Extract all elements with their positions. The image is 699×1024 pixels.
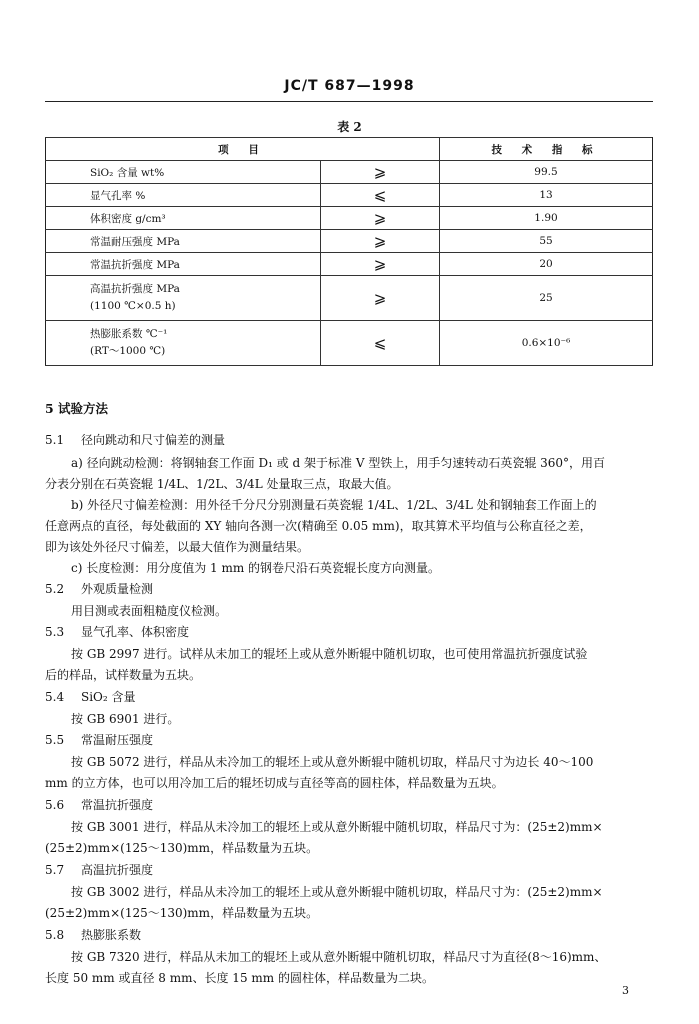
paragraph-line: 按 GB 2997 进行。试样从未加工的辊坯上或从意外断辊中随机切取，也可使用常温抗折强度试验 <box>71 647 588 661</box>
row-item: 体积密度 g/cm³ <box>46 207 321 230</box>
paragraph-line: 按 GB 5072 进行，样品从未冷加工的辊坯上或从意外断辊中随机切取，样品尺寸为边长 40～100 <box>71 755 594 769</box>
paragraph-5-1-c <box>45 558 653 579</box>
row-value: 20 <box>440 253 653 276</box>
paragraph-5-8 <box>45 947 653 989</box>
subsection-number: 5.7 <box>45 863 65 877</box>
paragraph-5-6 <box>45 817 653 859</box>
row-operator: ⩽ <box>321 321 440 366</box>
row-operator: ⩾ <box>321 207 440 230</box>
header-item: 项 目 <box>46 138 440 161</box>
subsection-title: 高温抗折强度 <box>81 863 154 877</box>
row-operator: ⩾ <box>321 253 440 276</box>
page-number: 3 <box>622 984 629 997</box>
paragraph-line: 用目测或表面粗糙度仪检测。 <box>71 604 228 618</box>
subsection-number: 5.1 <box>45 433 65 447</box>
paragraph-5-7 <box>45 882 653 924</box>
subsection-title: 显气孔率、体积密度 <box>81 625 190 639</box>
paragraph-line: b) 外径尺寸偏差检测：用外径千分尺分别测量石英瓷辊 1/4L、1/2L、3/4L 处和钢轴套工作面上的 <box>71 498 597 512</box>
table-row <box>46 321 653 366</box>
subsection-5-2-title <box>45 580 153 597</box>
subsection-number: 5.8 <box>45 928 65 942</box>
paragraph-line: 后的样品，试样数量为五块。 <box>45 668 202 682</box>
subsection-number: 5.5 <box>45 733 65 747</box>
row-operator: ⩾ <box>321 161 440 184</box>
paragraph-line: 即为该处外径尺寸偏差，以最大值作为测量结果。 <box>45 540 310 554</box>
paragraph-line: mm 的立方体，也可以用冷加工后的辊坯切成与直径等高的圆柱体，样品数量为五块。 <box>45 776 504 790</box>
paragraph-line: (25±2)mm×(125～130)mm，样品数量为五块。 <box>45 906 319 920</box>
paragraph-5-3 <box>45 644 653 686</box>
paragraph-5-5 <box>45 752 653 794</box>
row-item <box>46 276 321 321</box>
row-item-line: 高温抗折强度 MPa <box>90 283 180 295</box>
subsection-number: 5.2 <box>45 582 65 596</box>
paragraph-line: c) 长度检测：用分度值为 1 mm 的钢卷尺沿石英瓷辊长度方向测量。 <box>71 561 441 575</box>
header-spec: 技 术 指 标 <box>440 138 653 161</box>
subsection-title: 常温耐压强度 <box>81 733 154 747</box>
subsection-number: 5.4 <box>45 690 65 704</box>
row-value: 13 <box>440 184 653 207</box>
subsection-5-8-title <box>45 926 141 943</box>
subsection-title: 径向跳动和尺寸偏差的测量 <box>81 433 226 447</box>
table-row <box>46 184 653 207</box>
paragraph-5-4 <box>45 709 653 730</box>
paragraph-line: 按 GB 6901 进行。 <box>71 712 180 726</box>
row-operator: ⩽ <box>321 184 440 207</box>
row-item: 常温耐压强度 MPa <box>46 230 321 253</box>
subsection-number: 5.3 <box>45 625 65 639</box>
table-row <box>46 276 653 321</box>
paragraph-line: 按 GB 3002 进行，样品从未冷加工的辊坯上或从意外断辊中随机切取，样品尺寸为：(25±2)mm× <box>71 885 603 899</box>
row-item-condition: (RT～1000 ℃) <box>90 345 166 357</box>
subsection-title: 外观质量检测 <box>81 582 154 596</box>
subsection-number: 5.6 <box>45 798 65 812</box>
row-item-condition: (1100 ℃×0.5 h) <box>90 300 176 312</box>
row-item-line: 热膨胀系数 ℃⁻¹ <box>90 328 168 340</box>
row-item: 常温抗折强度 MPa <box>46 253 321 276</box>
subsection-title: SiO₂ 含量 <box>81 690 136 704</box>
paragraph-5-1-b <box>45 495 653 558</box>
table-caption: 表 2 <box>337 120 362 134</box>
paragraph-line: 任意两点的直径，每处截面的 XY 轴向各测一次(精确至 0.05 mm)，取其算术平均值与公称直径之差， <box>45 519 592 533</box>
paragraph-5-2 <box>45 601 653 622</box>
subsection-5-7-title <box>45 861 153 878</box>
row-operator: ⩾ <box>321 230 440 253</box>
subsection-title: 常温抗折强度 <box>81 798 154 812</box>
row-value: 55 <box>440 230 653 253</box>
table-row <box>46 230 653 253</box>
row-value: 0.6×10⁻⁶ <box>440 321 653 366</box>
row-item: SiO₂ 含量 wt% <box>46 161 321 184</box>
paragraph-line: (25±2)mm×(125～130)mm，样品数量为五块。 <box>45 841 319 855</box>
paragraph-line: 长度 50 mm 或直径 8 mm、长度 15 mm 的圆柱体，样品数量为二块。 <box>45 971 434 985</box>
paragraph-line: 按 GB 7320 进行，样品从未加工的辊坯上或从意外断辊中随机切取，样品尺寸为直径(8～16)mm、 <box>71 950 607 964</box>
header-rule <box>45 101 653 102</box>
table-row <box>46 207 653 230</box>
table-row <box>46 253 653 276</box>
paragraph-line: 分表分别在石英瓷辊 1/4L、1/2L、3/4L 处量取三点，取最大值。 <box>45 477 399 491</box>
document-code: JC/T 687—1998 <box>284 78 415 94</box>
row-value: 25 <box>440 276 653 321</box>
subsection-5-5-title <box>45 731 153 748</box>
subsection-5-4-title <box>45 688 136 705</box>
paragraph-line: a) 径向跳动检测：将钢轴套工作面 D₁ 或 d 架于标准 V 型铁上，用手匀速转动石英瓷辊 360°，用百 <box>71 456 606 470</box>
subsection-title: 热膨胀系数 <box>81 928 142 942</box>
row-value: 99.5 <box>440 161 653 184</box>
table-row <box>46 161 653 184</box>
paragraph-line: 按 GB 3001 进行，样品从未冷加工的辊坯上或从意外断辊中随机切取，样品尺寸为：(25±2)mm× <box>71 820 603 834</box>
row-operator: ⩾ <box>321 276 440 321</box>
row-value: 1.90 <box>440 207 653 230</box>
subsection-5-6-title <box>45 796 153 813</box>
row-item <box>46 321 321 366</box>
row-item: 显气孔率 % <box>46 184 321 207</box>
subsection-5-3-title <box>45 623 189 640</box>
subsection-5-1-title <box>45 431 225 448</box>
paragraph-5-1-a <box>45 453 653 495</box>
table-header-row <box>46 138 653 161</box>
spec-table <box>45 137 653 366</box>
section-5-title: 5 试验方法 <box>45 401 109 416</box>
